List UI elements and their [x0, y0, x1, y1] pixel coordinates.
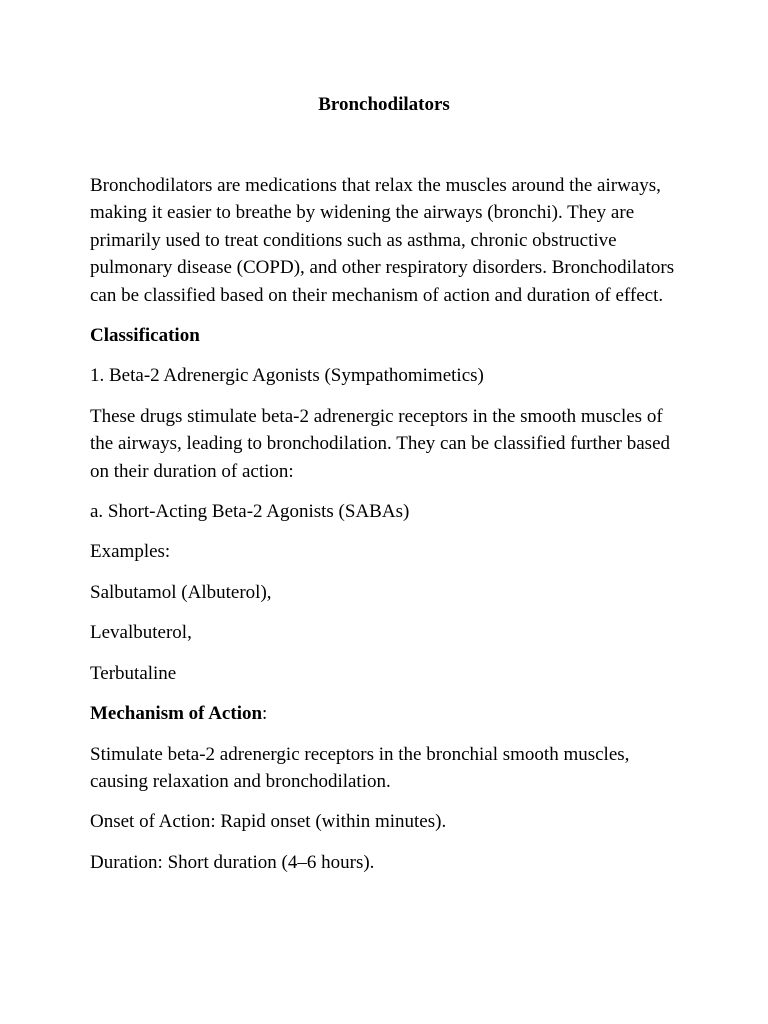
example-item: Terbutaline: [90, 662, 177, 684]
onset-paragraph: Onset of Action: Rapid onset (within minutes).: [90, 811, 447, 833]
section-1-heading: 1. Beta-2 Adrenergic Agonists (Sympathomimetics): [90, 365, 484, 387]
document-body: [90, 172, 690, 889]
mechanism-heading-colon: :: [262, 703, 268, 725]
examples-label: Examples:: [90, 541, 171, 563]
mechanism-heading: Mechanism of Action: [90, 703, 263, 725]
mechanism-heading-line: [90, 700, 690, 727]
subsection-a-heading: a. Short-Acting Beta-2 Agonists (SABAs): [90, 501, 410, 523]
duration-paragraph: Duration: Short duration (4–6 hours).: [90, 851, 375, 873]
section-1-paragraph: These drugs stimulate beta-2 adrenergic receptors in the smooth muscles of the airways, leading to bronchodilation. They can be classified further based on their duration of action:: [90, 405, 671, 482]
mechanism-paragraph: Stimulate beta-2 adrenergic receptors in the bronchial smooth muscles, causing relaxation and bronchodilation.: [90, 743, 630, 792]
intro-paragraph: Bronchodilators are medications that relax the muscles around the airways, making it easier to breathe by widening the airways (bronchi). They are primarily used to treat conditions such as asthma, chronic obstructive pulmonary disease (COPD), and other respiratory disorders. Bronchodilators can be classified based on their mechanism of action and duration of effect.: [90, 175, 675, 306]
document-title: Bronchodilators: [318, 94, 450, 115]
example-item: Salbutamol (Albuterol),: [90, 581, 272, 603]
classification-heading: Classification: [90, 325, 200, 347]
example-item: Levalbuterol,: [90, 622, 192, 644]
